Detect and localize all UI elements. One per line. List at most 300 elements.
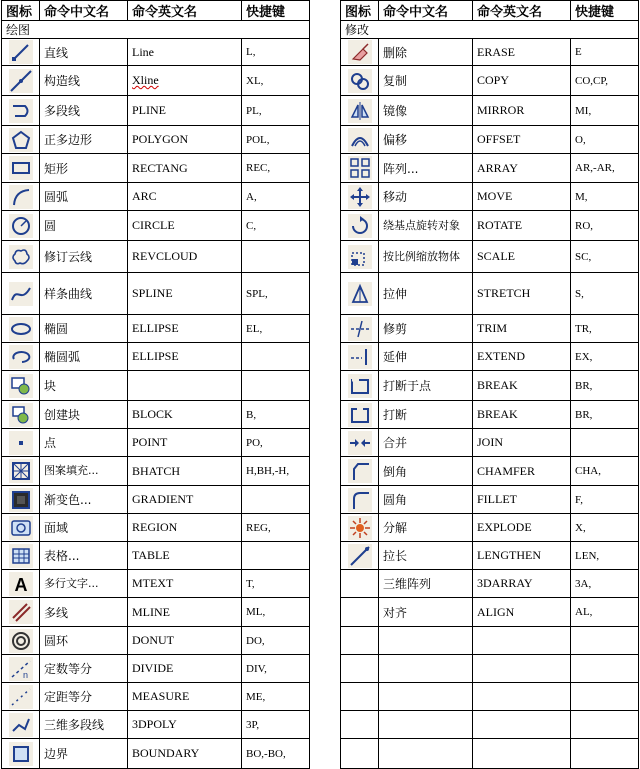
table-row — [2, 627, 310, 655]
svg-text:n: n — [22, 669, 28, 680]
command-shortcut — [571, 655, 639, 683]
offset-icon — [348, 128, 372, 152]
table-row — [341, 655, 639, 683]
command-shortcut: T, — [242, 570, 310, 598]
command-chinese-name: 三维阵列 — [379, 570, 473, 598]
command-shortcut: LEN, — [571, 542, 639, 570]
command-english-text: MEASURE — [132, 689, 190, 703]
command-shortcut: XL, — [242, 66, 310, 96]
command-english-name — [473, 66, 571, 96]
array-icon — [348, 156, 372, 180]
command-shortcut: POL, — [242, 126, 310, 154]
command-shortcut: BO,-BO, — [242, 739, 310, 769]
command-english-name — [473, 655, 571, 683]
rotate-icon — [348, 214, 372, 238]
icon-cell — [2, 183, 40, 211]
icon-cell — [2, 211, 40, 241]
command-english-text: ARC — [132, 189, 157, 203]
command-english-text: LENGTHEN — [477, 548, 541, 562]
command-english-name — [473, 598, 571, 627]
line-icon — [9, 40, 33, 64]
table-row — [2, 343, 310, 371]
table-row — [341, 598, 639, 627]
command-english-name — [473, 514, 571, 542]
command-english-text: EXPLODE — [477, 520, 532, 534]
join-icon — [348, 431, 372, 455]
command-shortcut: REC, — [242, 154, 310, 183]
command-english-name — [128, 570, 242, 598]
header-row — [2, 1, 310, 21]
table-row — [341, 183, 639, 211]
column-header: 图标 — [2, 1, 40, 21]
command-english-text: ALIGN — [477, 604, 515, 619]
command-chinese-name — [379, 683, 473, 711]
command-english-text: CIRCLE — [132, 218, 175, 232]
command-english-text: MLINE — [132, 604, 170, 619]
command-chinese-name: 矩形 — [40, 154, 128, 183]
icon-cell — [2, 371, 40, 401]
icon-cell — [341, 486, 379, 514]
command-chinese-name: 边界 — [40, 739, 128, 769]
command-shortcut: L, — [242, 39, 310, 66]
command-chinese-name: 直线 — [40, 39, 128, 66]
section-title: 绘图 — [2, 21, 310, 39]
command-english-name — [128, 739, 242, 769]
command-english-text: ROTATE — [477, 218, 523, 232]
command-shortcut: M, — [571, 183, 639, 211]
table-row — [2, 598, 310, 627]
table-row — [341, 627, 639, 655]
command-chinese-name: 打断于点 — [379, 371, 473, 401]
command-english-text: DIVIDE — [132, 661, 174, 675]
command-english-name — [473, 211, 571, 241]
table-row — [2, 514, 310, 542]
command-english-name — [473, 627, 571, 655]
command-english-name — [473, 154, 571, 183]
command-shortcut: BR, — [571, 401, 639, 429]
command-english-name — [128, 598, 242, 627]
divide-icon — [9, 657, 33, 681]
table-row — [341, 683, 639, 711]
create-block-icon — [9, 403, 33, 427]
command-shortcut — [571, 627, 639, 655]
command-english-name — [473, 39, 571, 66]
section-title: 修改 — [341, 21, 639, 39]
command-english-text: COPY — [477, 73, 510, 87]
point-icon — [9, 431, 33, 455]
command-chinese-name: 拉长 — [379, 542, 473, 570]
boundary-icon — [9, 742, 33, 766]
table-row — [341, 514, 639, 542]
command-english-name — [128, 514, 242, 542]
table-row — [2, 457, 310, 486]
section-row — [2, 21, 310, 39]
scale-icon — [348, 245, 372, 269]
command-english-text: BREAK — [477, 378, 518, 392]
command-chinese-name: 正多边形 — [40, 126, 128, 154]
table-row — [2, 211, 310, 241]
command-shortcut: DIV, — [242, 655, 310, 683]
command-shortcut: RO, — [571, 211, 639, 241]
command-shortcut: TR, — [571, 315, 639, 343]
command-shortcut: 3A, — [571, 570, 639, 598]
command-english-text: TRIM — [477, 321, 507, 335]
icon-cell — [341, 96, 379, 126]
command-english-name — [128, 211, 242, 241]
table-row — [2, 126, 310, 154]
icon-cell — [2, 486, 40, 514]
command-english-name — [473, 273, 571, 315]
command-shortcut: EX, — [571, 343, 639, 371]
icon-cell — [2, 598, 40, 627]
command-english-text: GRADIENT — [132, 492, 194, 506]
icon-cell — [341, 542, 379, 570]
icon-cell — [341, 429, 379, 457]
command-chinese-name: 删除 — [379, 39, 473, 66]
command-chinese-name: 延伸 — [379, 343, 473, 371]
command-english-name — [473, 570, 571, 598]
icon-cell — [341, 211, 379, 241]
command-shortcut — [571, 711, 639, 739]
command-english-name — [473, 429, 571, 457]
command-english-name — [473, 371, 571, 401]
command-shortcut — [242, 542, 310, 570]
command-shortcut: B, — [242, 401, 310, 429]
command-shortcut: E — [571, 39, 639, 66]
command-english-text: MOVE — [477, 189, 513, 203]
command-english-name — [473, 486, 571, 514]
command-shortcut: EL, — [242, 315, 310, 343]
table-row — [2, 570, 310, 598]
icon-cell — [2, 343, 40, 371]
table-row — [341, 457, 639, 486]
command-chinese-name: 圆角 — [379, 486, 473, 514]
icon-cell — [341, 371, 379, 401]
icon-cell — [341, 598, 379, 627]
icon-cell — [341, 126, 379, 154]
command-english-name — [128, 401, 242, 429]
table-row — [341, 39, 639, 66]
command-english-name — [128, 66, 242, 96]
icon-cell — [2, 655, 40, 683]
circle-icon — [9, 214, 33, 238]
command-english-text: POLYGON — [132, 132, 189, 146]
icon-cell — [341, 627, 379, 655]
table-row — [2, 655, 310, 683]
command-english-name — [473, 183, 571, 211]
trim-icon — [348, 317, 372, 341]
icon-cell — [2, 96, 40, 126]
insert-block-icon — [9, 374, 33, 398]
icon-cell — [341, 183, 379, 211]
icon-cell — [2, 570, 40, 598]
command-english-name — [128, 154, 242, 183]
table-row — [2, 486, 310, 514]
command-chinese-name: 对齐 — [379, 598, 473, 627]
table-row — [2, 273, 310, 315]
command-shortcut: MI, — [571, 96, 639, 126]
mtext-icon — [9, 572, 33, 596]
column-header: 快捷键 — [242, 1, 310, 21]
command-english-text: ARRAY — [477, 160, 518, 175]
icon-cell — [2, 315, 40, 343]
command-chinese-name: 定距等分 — [40, 683, 128, 711]
copy-icon — [348, 69, 372, 93]
icon-cell — [2, 154, 40, 183]
mline-icon — [9, 600, 33, 624]
elliptical-arc-icon — [9, 345, 33, 369]
command-chinese-name: 圆弧 — [40, 183, 128, 211]
move-icon — [348, 185, 372, 209]
table-row — [341, 126, 639, 154]
table-row — [2, 739, 310, 769]
hatch-icon — [9, 459, 33, 483]
command-english-name — [128, 371, 242, 401]
command-chinese-name: 拉伸 — [379, 273, 473, 315]
icon-cell — [2, 429, 40, 457]
command-chinese-name: 按比例缩放物体 — [379, 241, 473, 273]
icon-cell — [2, 126, 40, 154]
command-shortcut — [242, 241, 310, 273]
command-chinese-name: 合并 — [379, 429, 473, 457]
command-shortcut: SC, — [571, 241, 639, 273]
table-row — [341, 66, 639, 96]
icon-cell — [341, 739, 379, 769]
donut-icon — [9, 629, 33, 653]
command-english-name — [128, 429, 242, 457]
column-header: 命令英文名 — [473, 1, 571, 21]
spline-icon — [9, 282, 33, 306]
command-shortcut: SPL, — [242, 273, 310, 315]
command-english-name — [128, 627, 242, 655]
command-english-name — [473, 542, 571, 570]
command-english-text: 3DPOLY — [132, 717, 177, 731]
command-english-text: Xline — [132, 73, 159, 87]
command-english-name — [473, 126, 571, 154]
command-chinese-name: 点 — [40, 429, 128, 457]
column-header: 快捷键 — [571, 1, 639, 21]
icon-cell — [2, 683, 40, 711]
table-row — [341, 273, 639, 315]
fillet-icon — [348, 488, 372, 512]
command-shortcut: AL, — [571, 598, 639, 627]
table-row — [2, 315, 310, 343]
command-chinese-name: 表格... — [40, 542, 128, 570]
command-chinese-name: 镜像 — [379, 96, 473, 126]
icon-cell — [341, 66, 379, 96]
command-english-text: ERASE — [477, 44, 516, 59]
table-icon — [9, 544, 33, 568]
mirror-icon — [348, 99, 372, 123]
command-chinese-name: 渐变色... — [40, 486, 128, 514]
command-english-text: JOIN — [477, 435, 503, 449]
command-shortcut: AR,-AR, — [571, 154, 639, 183]
command-english-name — [128, 273, 242, 315]
gradient-icon — [9, 488, 33, 512]
command-shortcut: 3P, — [242, 711, 310, 739]
table-row — [341, 570, 639, 598]
break-icon — [348, 403, 372, 427]
command-chinese-name: 多行文字... — [40, 570, 128, 598]
command-english-name — [473, 457, 571, 486]
command-chinese-name: 偏移 — [379, 126, 473, 154]
command-english-text: MIRROR — [477, 103, 525, 117]
command-chinese-name — [379, 627, 473, 655]
arc-icon — [9, 185, 33, 209]
icon-cell — [341, 655, 379, 683]
command-chinese-name: 椭圆 — [40, 315, 128, 343]
table-row — [341, 429, 639, 457]
command-shortcut: PO, — [242, 429, 310, 457]
icon-cell — [341, 514, 379, 542]
command-english-name — [473, 739, 571, 769]
stretch-icon — [348, 282, 372, 306]
xline-icon — [9, 69, 33, 93]
icon-cell — [2, 542, 40, 570]
column-header: 图标 — [341, 1, 379, 21]
icon-cell — [341, 343, 379, 371]
command-chinese-name — [379, 711, 473, 739]
table-row — [341, 315, 639, 343]
command-shortcut: F, — [571, 486, 639, 514]
command-english-name — [128, 655, 242, 683]
table-row — [2, 711, 310, 739]
column-header: 命令英文名 — [128, 1, 242, 21]
command-chinese-name: 创建块 — [40, 401, 128, 429]
command-english-name — [128, 241, 242, 273]
table-row — [341, 401, 639, 429]
command-shortcut — [571, 429, 639, 457]
command-chinese-name: 构造线 — [40, 66, 128, 96]
icon-cell — [2, 711, 40, 739]
revcloud-icon — [9, 245, 33, 269]
3dpoly-icon — [9, 713, 33, 737]
table-row — [341, 96, 639, 126]
table-row — [341, 241, 639, 273]
icon-cell — [341, 154, 379, 183]
icon-cell — [341, 241, 379, 273]
icon-cell — [2, 401, 40, 429]
extend-icon — [348, 345, 372, 369]
rectangle-icon — [9, 156, 33, 180]
command-english-name — [128, 126, 242, 154]
explode-icon — [348, 516, 372, 540]
modify-commands-table — [340, 0, 639, 769]
command-chinese-name: 圆 — [40, 211, 128, 241]
command-english-text: BREAK — [477, 407, 518, 421]
table-row — [341, 343, 639, 371]
command-chinese-name: 修订云线 — [40, 241, 128, 273]
table-row — [2, 96, 310, 126]
region-icon — [9, 516, 33, 540]
command-english-text: EXTEND — [477, 349, 525, 363]
command-english-name — [473, 343, 571, 371]
table-row — [2, 241, 310, 273]
command-shortcut: BR, — [571, 371, 639, 401]
table-row — [2, 683, 310, 711]
command-english-name — [473, 315, 571, 343]
table-row — [2, 183, 310, 211]
table-row — [341, 486, 639, 514]
command-shortcut: REG, — [242, 514, 310, 542]
icon-cell — [341, 683, 379, 711]
command-english-text: Line — [132, 44, 154, 59]
command-english-text: ELLIPSE — [132, 321, 179, 335]
command-shortcut — [242, 371, 310, 401]
icon-cell — [341, 457, 379, 486]
command-english-name — [128, 683, 242, 711]
command-shortcut: C, — [242, 211, 310, 241]
command-chinese-name: 样条曲线 — [40, 273, 128, 315]
command-english-text: OFFSET — [477, 132, 521, 146]
command-english-name — [128, 711, 242, 739]
section-row — [341, 21, 639, 39]
command-shortcut: ME, — [242, 683, 310, 711]
command-english-text: REGION — [132, 520, 178, 534]
command-english-text: CHAMFER — [477, 463, 536, 478]
svg-text:A: A — [14, 574, 27, 595]
icon-cell — [2, 739, 40, 769]
command-english-name — [128, 343, 242, 371]
command-english-name — [128, 486, 242, 514]
command-chinese-name: 圆环 — [40, 627, 128, 655]
command-english-text: FILLET — [477, 492, 517, 506]
table-row — [341, 371, 639, 401]
command-shortcut: H,BH,-H, — [242, 457, 310, 486]
command-english-text: MTEXT — [132, 576, 174, 590]
draw-commands-table — [1, 0, 310, 769]
command-shortcut — [242, 486, 310, 514]
command-chinese-name — [379, 739, 473, 769]
polygon-icon — [9, 128, 33, 152]
command-chinese-name: 倒角 — [379, 457, 473, 486]
measure-icon — [9, 685, 33, 709]
command-english-text: ELLIPSE — [132, 349, 179, 363]
icon-cell — [2, 627, 40, 655]
command-chinese-name: 阵列... — [379, 154, 473, 183]
command-english-name — [473, 96, 571, 126]
table-row — [341, 542, 639, 570]
icon-cell — [2, 514, 40, 542]
table-row — [2, 371, 310, 401]
command-shortcut: DO, — [242, 627, 310, 655]
command-english-name — [128, 542, 242, 570]
command-chinese-name: 三维多段线 — [40, 711, 128, 739]
command-english-name — [128, 457, 242, 486]
command-chinese-name: 多段线 — [40, 96, 128, 126]
lengthen-icon — [348, 544, 372, 568]
command-english-name — [473, 711, 571, 739]
command-english-text: POINT — [132, 435, 168, 449]
command-english-name — [473, 241, 571, 273]
command-english-text: BOUNDARY — [132, 746, 200, 760]
command-chinese-name: 定数等分 — [40, 655, 128, 683]
command-shortcut: CO,CP, — [571, 66, 639, 96]
command-english-name — [128, 39, 242, 66]
column-header: 命令中文名 — [379, 1, 473, 21]
command-chinese-name: 移动 — [379, 183, 473, 211]
command-english-text: STRETCH — [477, 286, 531, 300]
command-shortcut: O, — [571, 126, 639, 154]
table-row — [2, 39, 310, 66]
break-at-point-icon — [348, 374, 372, 398]
table-row — [341, 154, 639, 183]
ellipse-icon — [9, 317, 33, 341]
icon-cell — [341, 711, 379, 739]
command-shortcut: PL, — [242, 96, 310, 126]
command-english-name — [473, 683, 571, 711]
erase-icon — [348, 40, 372, 64]
